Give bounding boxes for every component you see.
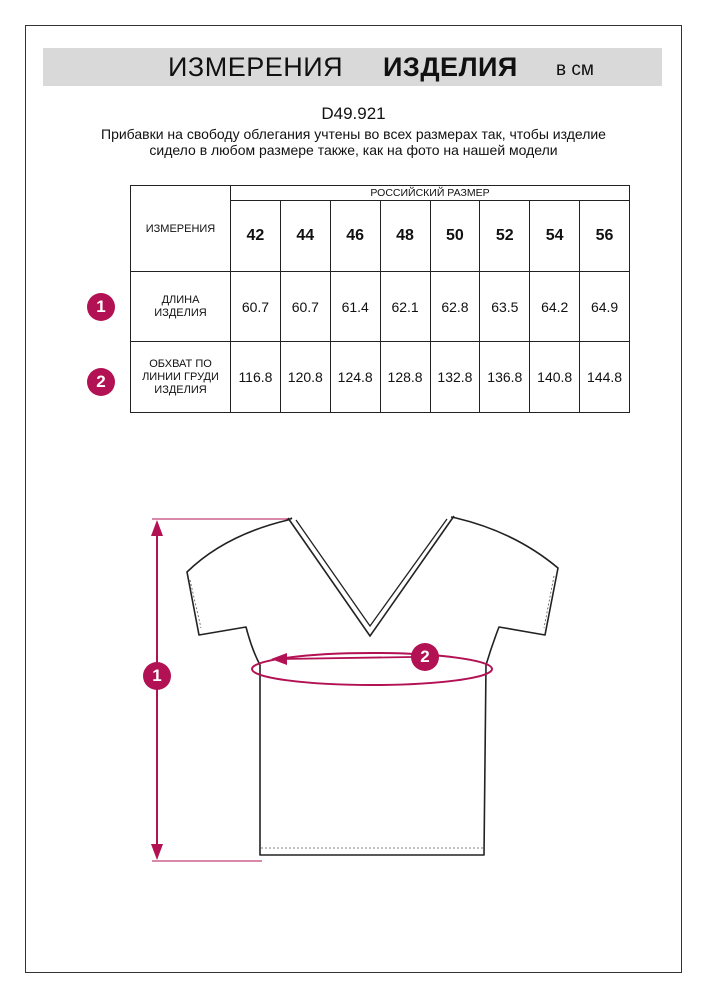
chest-arrow-head bbox=[271, 653, 287, 665]
size-header: 44 bbox=[280, 201, 330, 272]
table-cell: 61.4 bbox=[330, 272, 380, 342]
row-label-line: ЛИНИИ ГРУДИ bbox=[142, 370, 219, 383]
table-cell: 144.8 bbox=[580, 342, 630, 413]
right-sleeve-stitch bbox=[544, 576, 554, 628]
length-marker: 1 bbox=[143, 662, 171, 690]
neckline-inner bbox=[296, 519, 447, 626]
table-cell: 140.8 bbox=[530, 342, 580, 413]
table-cell: 63.5 bbox=[480, 272, 530, 342]
table-cell: 64.2 bbox=[530, 272, 580, 342]
size-header: 56 bbox=[580, 201, 630, 272]
shirt-outline bbox=[187, 517, 558, 855]
size-header: 52 bbox=[480, 201, 530, 272]
article-code: D49.921 bbox=[321, 104, 386, 123]
length-arrow-head-top bbox=[151, 520, 163, 536]
title-product: ИЗДЕЛИЯ bbox=[383, 52, 518, 82]
size-header: 50 bbox=[430, 201, 480, 272]
size-header: 46 bbox=[330, 201, 380, 272]
size-group-label: РОССИЙСКИЙ РАЗМЕР bbox=[231, 186, 630, 201]
length-arrow-head-bottom bbox=[151, 844, 163, 860]
table-cell: 132.8 bbox=[430, 342, 480, 413]
table-cell: 62.8 bbox=[430, 272, 480, 342]
table-cell: 62.1 bbox=[380, 272, 430, 342]
table-cell: 60.7 bbox=[280, 272, 330, 342]
row-label-line: ДЛИНА bbox=[161, 293, 200, 306]
row-label-line: ИЗДЕЛИЯ bbox=[154, 306, 207, 319]
table-cell: 60.7 bbox=[231, 272, 281, 342]
table-cell: 64.9 bbox=[580, 272, 630, 342]
row-label-line: ИЗДЕЛИЯ bbox=[154, 383, 207, 396]
title-measurements: ИЗМЕРЕНИЯ bbox=[168, 52, 344, 82]
table-cell: 116.8 bbox=[231, 342, 281, 413]
size-header: 54 bbox=[530, 201, 580, 272]
neckline-outer bbox=[288, 516, 454, 636]
table-cell: 120.8 bbox=[280, 342, 330, 413]
table-corner-label: ИЗМЕРЕНИЯ bbox=[131, 186, 231, 272]
table-cell: 136.8 bbox=[480, 342, 530, 413]
fit-note: Прибавки на свободу облегания учтены во всех размерах так, чтобы изделие сидело в любом размере также, как на фото на нашей модели bbox=[101, 126, 606, 158]
chest-arrow-line bbox=[282, 657, 412, 659]
chest-marker: 2 bbox=[411, 643, 439, 671]
size-header: 42 bbox=[231, 201, 281, 272]
table-cell: 124.8 bbox=[330, 342, 380, 413]
size-header: 48 bbox=[380, 201, 430, 272]
row-label-line: ОБХВАТ ПО bbox=[149, 357, 212, 370]
row-marker-1: 1 bbox=[87, 293, 115, 321]
table-cell: 128.8 bbox=[380, 342, 430, 413]
row-marker-2: 2 bbox=[87, 368, 115, 396]
title-unit: в см bbox=[556, 59, 594, 80]
